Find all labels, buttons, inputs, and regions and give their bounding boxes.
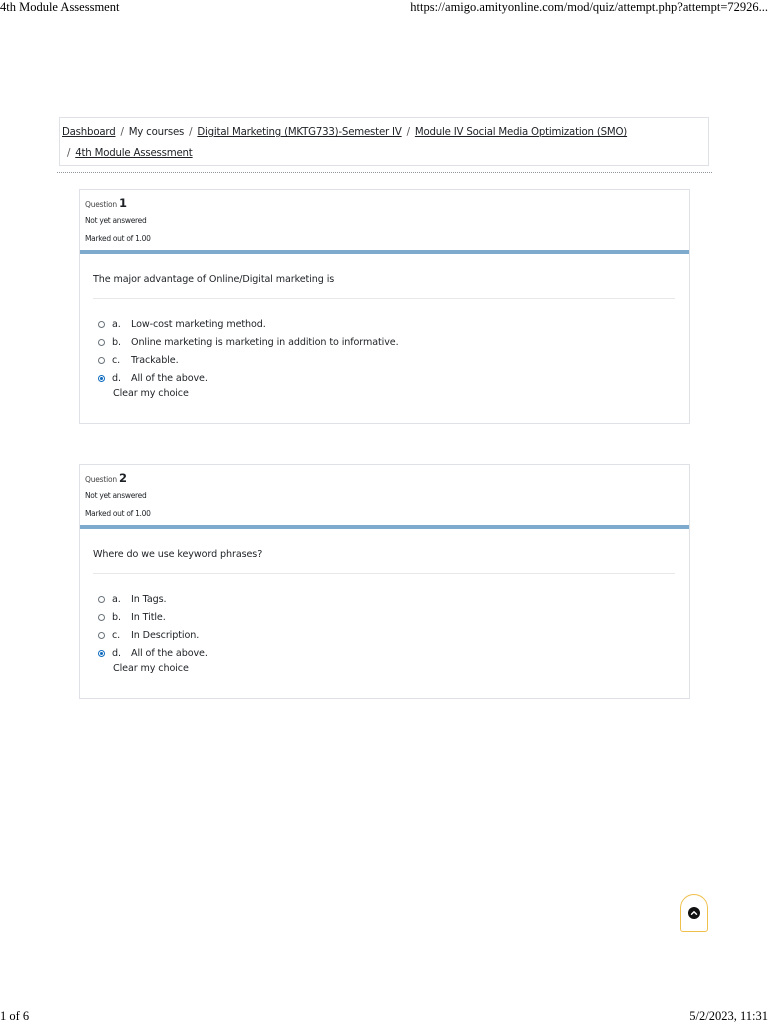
question-divider [93, 298, 675, 299]
print-datetime: 5/2/2023, 11:31 [689, 1009, 768, 1023]
breadcrumb-separator: / [120, 127, 124, 138]
question-grade: Marked out of 1.00 [85, 234, 151, 243]
answer-letter: d. [112, 372, 121, 384]
answer-option-b[interactable] [98, 333, 399, 351]
print-header [0, 0, 768, 16]
answer-option-d[interactable] [98, 644, 208, 662]
breadcrumb-row-2 [62, 143, 708, 164]
question-divider [93, 573, 675, 574]
question-text: Where do we use keyword phrases? [93, 549, 263, 560]
answer-text: In Title. [131, 611, 166, 623]
answer-options [98, 590, 208, 662]
answer-text: In Description. [131, 629, 200, 641]
radio-button[interactable] [98, 357, 105, 364]
answer-letter: c. [112, 629, 121, 641]
answer-option-c[interactable] [98, 626, 208, 644]
answer-text: Online marketing is marketing in addition to informative. [131, 336, 399, 348]
breadcrumb-my-courses: My courses [128, 127, 185, 138]
breadcrumb-separator: / [67, 148, 71, 159]
clear-choice-link[interactable]: Clear my choice [113, 388, 189, 399]
answer-text: In Tags. [131, 593, 167, 605]
answer-options [98, 315, 399, 387]
radio-button[interactable] [98, 632, 105, 639]
breadcrumb-separator: / [406, 127, 410, 138]
clear-choice-link[interactable]: Clear my choice [113, 663, 189, 674]
answer-option-c[interactable] [98, 351, 399, 369]
answer-option-a[interactable] [98, 315, 399, 333]
print-header-title: 4th Module Assessment [0, 0, 120, 14]
question-state: Not yet answered [85, 216, 147, 225]
answer-option-d[interactable] [98, 369, 399, 387]
answer-text: All of the above. [131, 647, 208, 659]
question-info [80, 190, 689, 250]
answer-letter: c. [112, 354, 121, 366]
question-number-value: 2 [118, 471, 127, 485]
breadcrumb [59, 117, 709, 166]
answer-letter: d. [112, 647, 121, 659]
answer-letter: a. [112, 318, 121, 330]
question-info [80, 465, 689, 525]
back-to-top-button[interactable] [680, 894, 708, 932]
question-card-2 [79, 464, 690, 699]
question-number [85, 196, 127, 210]
dotted-divider [57, 172, 712, 173]
radio-button[interactable] [98, 321, 105, 328]
question-number-value: 1 [118, 196, 127, 210]
radio-button[interactable] [98, 339, 105, 346]
print-footer [0, 1009, 768, 1025]
answer-letter: b. [112, 611, 121, 623]
question-number [85, 471, 127, 485]
question-label: Question [85, 475, 117, 484]
breadcrumb-dashboard-link[interactable]: Dashboard [62, 127, 116, 138]
answer-option-b[interactable] [98, 608, 208, 626]
breadcrumb-separator: / [189, 127, 193, 138]
radio-button[interactable] [98, 596, 105, 603]
question-label: Question [85, 200, 117, 209]
answer-letter: b. [112, 336, 121, 348]
radio-button-selected[interactable] [98, 650, 105, 657]
page-count: 1 of 6 [0, 1009, 30, 1023]
breadcrumb-row-1 [62, 122, 708, 143]
answer-text: Trackable. [131, 354, 179, 366]
breadcrumb-course-link[interactable]: Digital Marketing (MKTG733)-Semester IV [197, 127, 402, 138]
answer-text: Low-cost marketing method. [131, 318, 266, 330]
answer-text: All of the above. [131, 372, 208, 384]
answer-option-a[interactable] [98, 590, 208, 608]
question-grade: Marked out of 1.00 [85, 509, 151, 518]
radio-button-selected[interactable] [98, 375, 105, 382]
question-text: The major advantage of Online/Digital marketing is [93, 274, 335, 285]
breadcrumb-assessment-link[interactable]: 4th Module Assessment [75, 148, 193, 159]
print-header-url: https://amigo.amityonline.com/mod/quiz/attempt.php?attempt=72926... [410, 0, 768, 14]
chevron-up-icon [688, 907, 700, 919]
question-card-1 [79, 189, 690, 424]
question-accent-bar [80, 525, 689, 529]
question-state: Not yet answered [85, 491, 147, 500]
breadcrumb-module-link[interactable]: Module IV Social Media Optimization (SMO) [414, 127, 628, 138]
question-accent-bar [80, 250, 689, 254]
answer-letter: a. [112, 593, 121, 605]
radio-button[interactable] [98, 614, 105, 621]
